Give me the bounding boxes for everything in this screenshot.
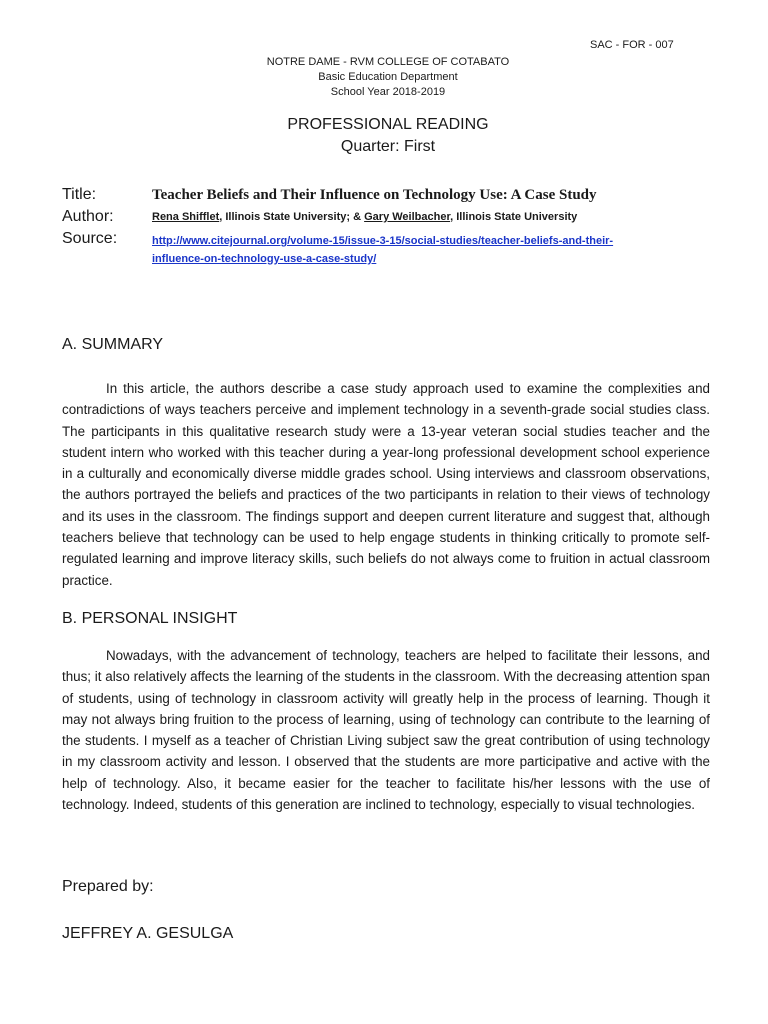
document-header [0,55,768,158]
document-code: SAC - FOR - 007 [590,39,674,51]
preparer-name: JEFFREY A. GESULGA [62,925,234,942]
article-metadata [62,184,702,268]
author1-affiliation: , Illinois State University; & [219,211,365,223]
author-label: Author: [62,208,114,225]
quarter-label: Quarter: First [340,138,436,155]
author2-affiliation: , Illinois State University [450,211,578,223]
report-title: PROFESSIONAL READING [287,116,489,133]
author-value [152,206,577,228]
author2-name: Gary Weilbacher [364,211,451,223]
title-label: Title: [62,186,97,203]
article-title: Teacher Beliefs and Their Influence on Technology Use: A Case Study [152,187,597,203]
title-row [62,184,702,206]
author-row [62,206,702,228]
summary-paragraph: In this article, the authors describe a case study approach used to examine the complexities and contradictions of ways teachers perceive and implement technology in a seventh-grade social studies class. The participants in this qualitative research study were a 13-year veteran social studies teacher and the student intern who worked with this teacher during a year-long professional development school experience in a culturally and economically diverse middle grades school. Using interviews and classroom observations, the authors portrayed the beliefs and practices of the two participants in relation to their views of technology and its uses in the classroom. The findings support and deepen current literature and suggest that, although teachers believe that technology can be used to help engage students in thinking critically to promote self-regulated learning and improve literacy skills, such beliefs do not always come to fruition in actual classroom practice. [62,381,710,588]
source-url-line1[interactable]: http://www.citejournal.org/volume-15/issue-3-15/social-studies/teacher-beliefs-and-their- [152,235,614,247]
prepared-by-label: Prepared by: [62,878,154,895]
summary-heading: A. SUMMARY [62,336,164,353]
institution-name: NOTRE DAME - RVM COLLEGE OF COTABATO [266,56,510,68]
insight-paragraph: Nowadays, with the advancement of technology, teachers are helped to facilitate their lessons, and thus; it also relatively affects the learning of the students in the classroom. With the decreasing attention span of students, using of technology in classroom activity will greatly help in the process of learning. Though it may not always bring fruition to the process of learning, using of technology can contribute to the learning of the students. I myself as a teacher of Christian Living subject saw the great contribution of using technology in my classroom activity and lesson. I observed that the students are more participative and active with the help of technology. Also, it became easier for the teacher to facilitate his/her lessons with the use of technology. Indeed, students of this generation are inclined to technology, especially to visual technologies. [62,648,710,813]
insight-heading: B. PERSONAL INSIGHT [62,610,238,627]
school-year: School Year 2018-2019 [330,86,446,98]
department-name: Basic Education Department [318,71,458,83]
source-url-line2[interactable]: influence-on-technology-use-a-case-study/ [152,253,377,265]
source-label: Source: [62,230,118,247]
source-link[interactable] [152,232,613,268]
author1-name: Rena Shifflet [152,211,220,223]
source-row [62,228,702,268]
